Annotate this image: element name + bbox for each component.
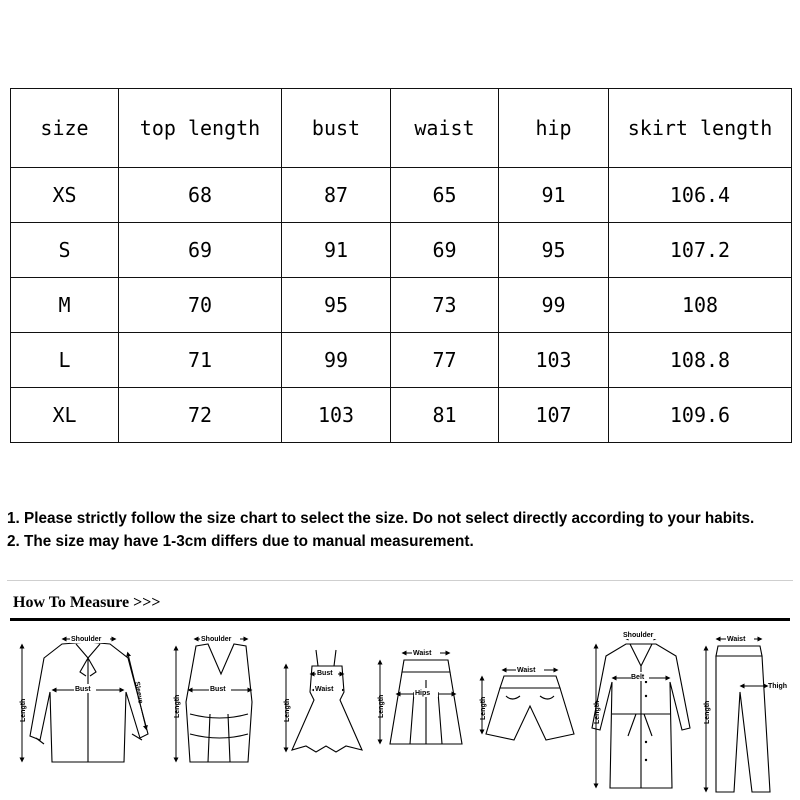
thigh-label: Thigh — [768, 683, 788, 690]
note-1: 1. Please strictly follow the size chart to select the size. Do not select directly according to your habits. — [7, 510, 755, 527]
table-cell: 103 — [499, 333, 609, 388]
coat-icon — [592, 630, 690, 788]
length-label: Length — [594, 700, 601, 724]
table-cell: 72 — [119, 388, 282, 443]
table-cell: 99 — [499, 278, 609, 333]
blouse-icon — [20, 634, 148, 762]
length-label: Length — [378, 694, 385, 718]
table-cell: 70 — [119, 278, 282, 333]
header-cell: top length — [119, 89, 282, 168]
trousers-icon — [704, 634, 787, 792]
shoulder-label: Shoulder — [71, 636, 102, 643]
table-row — [11, 223, 792, 278]
how-to-measure-text: How To Measure — [13, 594, 130, 611]
table-cell: 68 — [119, 168, 282, 223]
belt-label: Belt — [631, 674, 645, 681]
table-cell: 91 — [282, 223, 391, 278]
table-cell: L — [11, 333, 119, 388]
bust-label: Bust — [210, 686, 226, 693]
table-cell: 95 — [499, 223, 609, 278]
table-cell: 71 — [119, 333, 282, 388]
header-cell: hip — [499, 89, 609, 168]
size-chart-table — [10, 88, 792, 443]
table-header-row — [11, 89, 792, 168]
header-cell: size — [11, 89, 119, 168]
skirt-icon — [378, 648, 462, 744]
shoulder-label: Shoulder — [623, 632, 654, 639]
shoulder-label: Shoulder — [201, 636, 232, 643]
length-label: Length — [704, 700, 711, 724]
length-label: Length — [480, 696, 487, 720]
table-cell: 69 — [391, 223, 499, 278]
table-cell: 69 — [119, 223, 282, 278]
sleeve-label: Sleeve — [133, 681, 144, 705]
table-cell: 91 — [499, 168, 609, 223]
bust-label: Bust — [317, 670, 333, 677]
header-cell: waist — [391, 89, 499, 168]
waist-label: Waist — [517, 667, 536, 674]
chevrons-icon: >>> — [133, 594, 161, 611]
note-2: 2. The size may have 1-3cm differs due to manual measurement. — [7, 533, 474, 550]
table-cell: M — [11, 278, 119, 333]
table-row — [11, 278, 792, 333]
table-cell: 107 — [499, 388, 609, 443]
table-cell: 108.8 — [609, 333, 792, 388]
table-row — [11, 388, 792, 443]
waist-label: Waist — [413, 650, 432, 657]
dress-icon — [284, 650, 362, 752]
length-label: Length — [20, 698, 27, 722]
table-cell: 99 — [282, 333, 391, 388]
bust-label: Bust — [75, 686, 91, 693]
table-row — [11, 333, 792, 388]
length-label: Length — [174, 694, 181, 718]
hips-label: Hips — [415, 690, 431, 697]
header-cell: bust — [282, 89, 391, 168]
table-cell: 95 — [282, 278, 391, 333]
table-cell: XS — [11, 168, 119, 223]
header-cell: skirt length — [609, 89, 792, 168]
divider — [7, 580, 793, 581]
size-notes — [7, 508, 793, 553]
how-to-measure-title — [13, 594, 161, 612]
length-label: Length — [284, 698, 291, 722]
table-cell: XL — [11, 388, 119, 443]
table-cell: 103 — [282, 388, 391, 443]
table-cell: 73 — [391, 278, 499, 333]
table-cell: 77 — [391, 333, 499, 388]
table-cell: 107.2 — [609, 223, 792, 278]
table-cell: 106.4 — [609, 168, 792, 223]
waist-label: Waist — [727, 636, 746, 643]
table-cell: 81 — [391, 388, 499, 443]
shorts-icon — [480, 665, 574, 740]
table-cell: S — [11, 223, 119, 278]
waist-label: Waist — [315, 686, 334, 693]
table-row — [11, 168, 792, 223]
table-cell: 87 — [282, 168, 391, 223]
vest-top-icon — [174, 634, 252, 762]
title-underline — [10, 618, 790, 621]
table-cell: 65 — [391, 168, 499, 223]
table-cell: 109.6 — [609, 388, 792, 443]
table-cell: 108 — [609, 278, 792, 333]
measurement-diagrams — [0, 622, 800, 800]
